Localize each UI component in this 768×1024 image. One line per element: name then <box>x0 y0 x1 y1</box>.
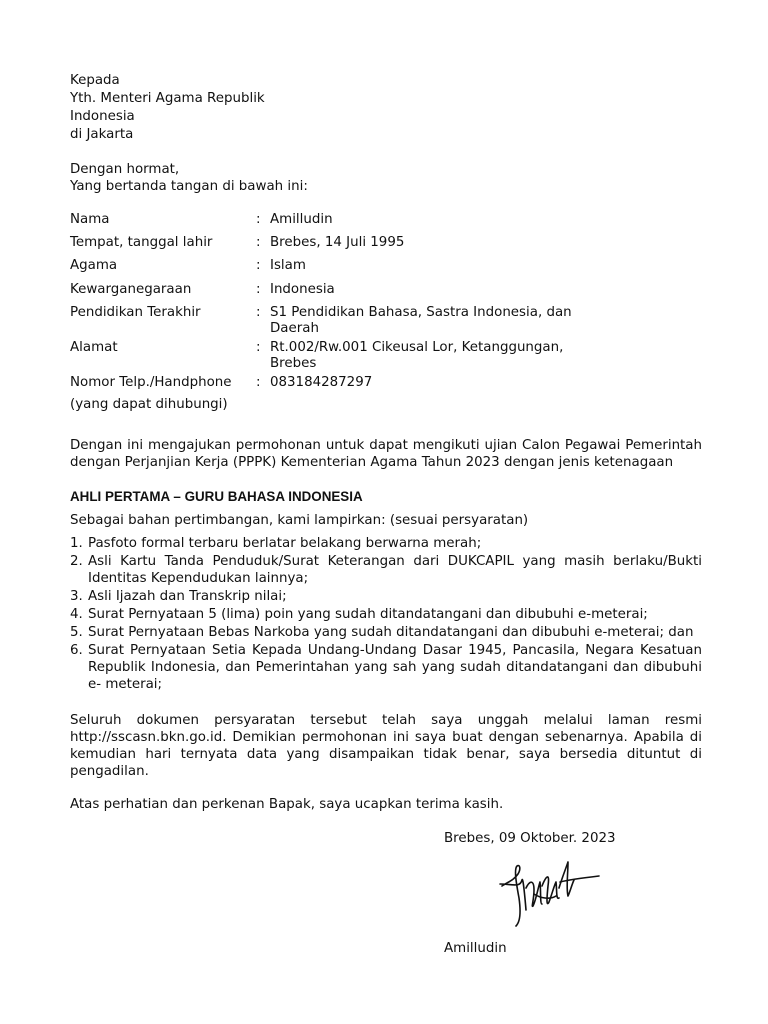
identity-value: Amilludin <box>270 212 333 227</box>
list-item <box>70 606 702 623</box>
identity-colon: : <box>256 258 261 273</box>
identity-value: 083184287297 <box>270 375 373 390</box>
identity-colon: : <box>256 235 261 250</box>
identity-value: Rt.002/Rw.001 Cikeusal Lor, Ketanggungan, Brebes <box>270 340 564 371</box>
list-number: 5. <box>70 625 83 640</box>
place-date: Brebes, 09 Oktober. 2023 <box>444 831 616 846</box>
identity-label: Kewarganegaraan <box>70 282 192 297</box>
identity-label: Agama <box>70 258 118 273</box>
list-text: Surat Pernyataan 5 (lima) poin yang sudah ditandatangani dan dibubuhi e-meterai; <box>88 607 648 622</box>
phone-note: (yang dapat dihubungi) <box>70 397 228 412</box>
identity-value: Indonesia <box>270 282 335 297</box>
identity-colon: : <box>256 212 261 227</box>
list-text: Surat Pernyataan Setia Kepada Undang-Undang Dasar 1945, Pancasila, Negara Kesatuan Republik Indonesia, dan Pemerintahan yang sah yang sudah ditandatangani dan dibubuhi e- meterai; <box>88 643 702 692</box>
recipient-kepada: Kepada <box>70 73 120 88</box>
recipient-city: di Jakarta <box>70 127 134 142</box>
identity-colon: : <box>256 375 261 390</box>
list-number: 2. <box>70 554 83 569</box>
intro-line: Yang bertanda tangan di bawah ini: <box>70 179 308 194</box>
list-text: Asli Ijazah dan Transkrip nilai; <box>88 589 287 604</box>
recipient-yth: Yth. Menteri Agama Republik <box>70 91 265 106</box>
attachments-intro: Sebagai bahan pertimbangan, kami lampirkan: (sesuai persyaratan) <box>70 513 529 528</box>
identity-label: Nama <box>70 212 110 227</box>
identity-label: Tempat, tanggal lahir <box>70 235 213 250</box>
list-text: Surat Pernyataan Bebas Narkoba yang sudah ditandatangani dan dibubuhi e-meterai; dan <box>88 625 694 640</box>
list-item <box>70 624 702 641</box>
identity-value: Islam <box>270 258 306 273</box>
requirements-list <box>70 535 702 694</box>
identity-value: Brebes, 14 Juli 1995 <box>270 235 405 250</box>
list-number: 6. <box>70 643 83 658</box>
list-item <box>70 535 702 552</box>
position-title: AHLI PERTAMA – GURU BAHASA INDONESIA <box>70 489 363 504</box>
list-number: 1. <box>70 536 83 551</box>
identity-colon: : <box>256 340 261 355</box>
list-item <box>70 642 702 693</box>
list-number: 3. <box>70 589 83 604</box>
greeting: Dengan hormat, <box>70 162 180 177</box>
identity-colon: : <box>256 305 261 320</box>
closing-paragraph: Seluruh dokumen persyaratan tersebut telah saya unggah melalui laman resmi http://sscasn.bkn.go.id. Demikian permohonan ini saya buat dengan sebenarnya. Apabila di kemudian hari ternyata data yang disampaikan tidak benar, saya bersedia dituntut di pengadilan. <box>70 713 702 779</box>
list-item <box>70 588 702 605</box>
signature-icon <box>498 858 603 933</box>
list-text: Pasfoto formal terbaru berlatar belakang berwarna merah; <box>88 536 482 551</box>
identity-value: S1 Pendidikan Bahasa, Sastra Indonesia, dan Daerah <box>270 305 572 336</box>
list-number: 4. <box>70 607 83 622</box>
list-item <box>70 553 702 587</box>
thanks-line: Atas perhatian dan perkenan Bapak, saya ucapkan terima kasih. <box>70 797 504 812</box>
identity-label: Nomor Telp./Handphone <box>70 375 232 390</box>
application-paragraph: Dengan ini mengajukan permohonan untuk dapat mengikuti ujian Calon Pegawai Pemerintah dengan Perjanjian Kerja (PPPK) Kementerian Agama Tahun 2023 dengan jenis ketenagaan <box>70 438 702 470</box>
identity-colon: : <box>256 282 261 297</box>
recipient-country: Indonesia <box>70 109 135 124</box>
signer-name: Amilludin <box>444 941 507 956</box>
identity-label: Alamat <box>70 340 118 355</box>
list-text: Asli Kartu Tanda Penduduk/Surat Keterangan dari DUKCAPIL yang masih berlaku/Bukti Identitas Kependudukan lainnya; <box>88 554 702 586</box>
identity-label: Pendidikan Terakhir <box>70 305 201 320</box>
